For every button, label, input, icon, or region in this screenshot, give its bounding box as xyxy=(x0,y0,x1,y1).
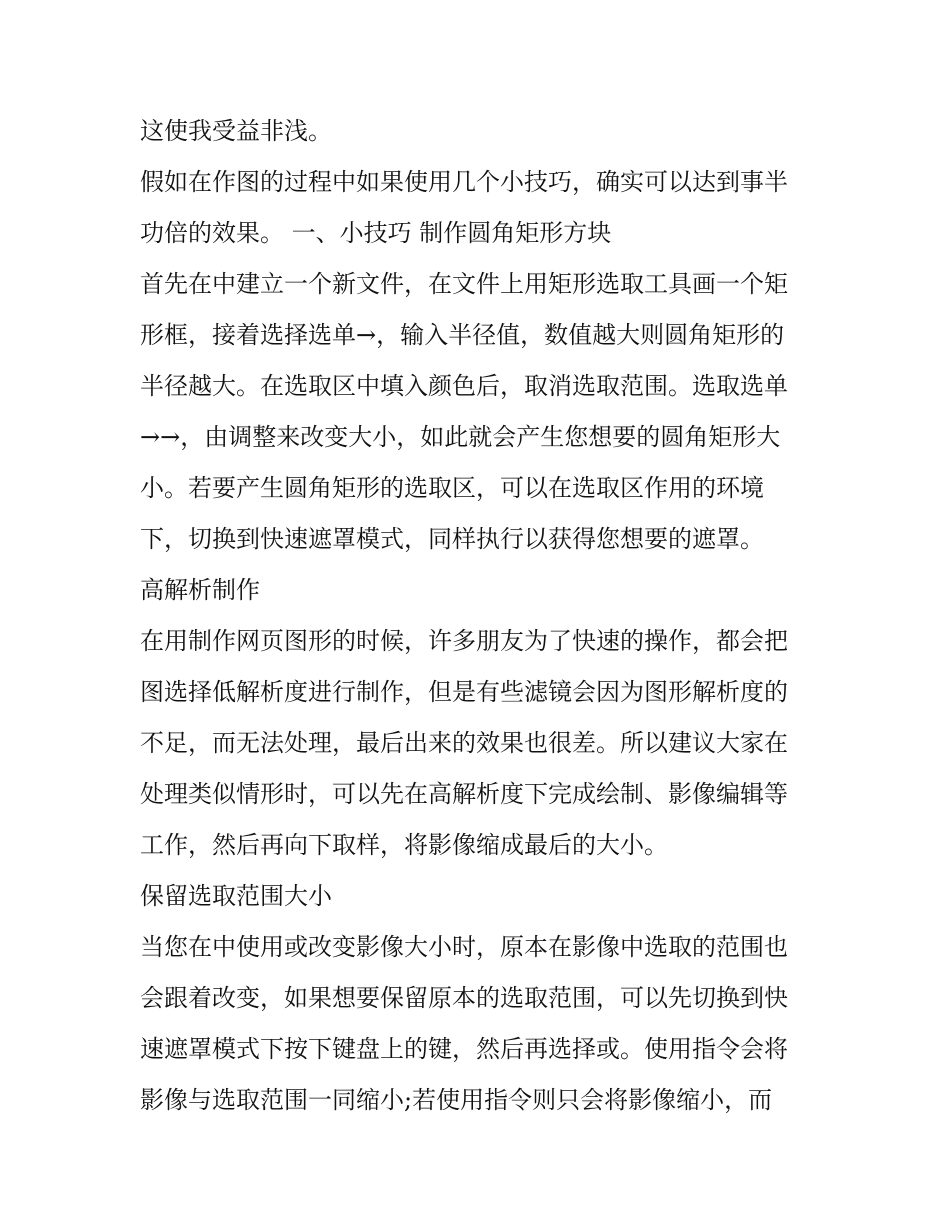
text-line: 功倍的效果。 一、小技巧 制作圆角矩形方块 xyxy=(140,219,612,247)
text-line: 半径越大。在选取区中填入颜色后，取消选取范围。选取选单 xyxy=(140,372,788,400)
text-line: 影像与选取范围一同缩小;若使用指令则只会将影像缩小，而 xyxy=(140,1086,773,1114)
text-line: 会跟着改变，如果想要保留原本的选取范围，可以先切换到快 xyxy=(140,984,788,1012)
text-line: 处理类似情形时，可以先在高解析度下完成绘制、影像编辑等 xyxy=(140,780,788,808)
text-line: 形框，接着选择选单→，输入半径值，数值越大则圆角矩形的 xyxy=(140,321,785,349)
text-line: 工作，然后再向下取样，将影像缩成最后的大小。 xyxy=(140,831,668,859)
section-heading: 高解析制作 xyxy=(140,576,260,604)
text-line: 速遮罩模式下按下键盘上的键，然后再选择或。使用指令会将 xyxy=(140,1035,788,1063)
text-line: 这使我受益非浅。 xyxy=(140,117,332,145)
section-heading: 保留选取范围大小 xyxy=(140,882,332,910)
text-line: →→，由调整来改变大小，如此就会产生您想要的圆角矩形大 xyxy=(140,423,781,451)
text-line: 不足，而无法处理，最后出来的效果也很差。所以建议大家在 xyxy=(140,729,788,757)
text-line: 在用制作网页图形的时候，许多朋友为了快速的操作，都会把 xyxy=(140,627,788,655)
text-line: 小。若要产生圆角矩形的选取区，可以在选取区作用的环境 xyxy=(140,474,764,502)
document-body xyxy=(140,106,815,1126)
text-line: 首先在中建立一个新文件，在文件上用矩形选取工具画一个矩 xyxy=(140,270,788,298)
text-line: 假如在作图的过程中如果使用几个小技巧，确实可以达到事半 xyxy=(140,168,788,196)
text-line: 图选择低解析度进行制作，但是有些滤镜会因为图形解析度的 xyxy=(140,678,788,706)
text-line: 下，切换到快速遮罩模式，同样执行以获得您想要的遮罩。 xyxy=(140,525,764,553)
text-line: 当您在中使用或改变影像大小时，原本在影像中选取的范围也 xyxy=(140,933,788,961)
